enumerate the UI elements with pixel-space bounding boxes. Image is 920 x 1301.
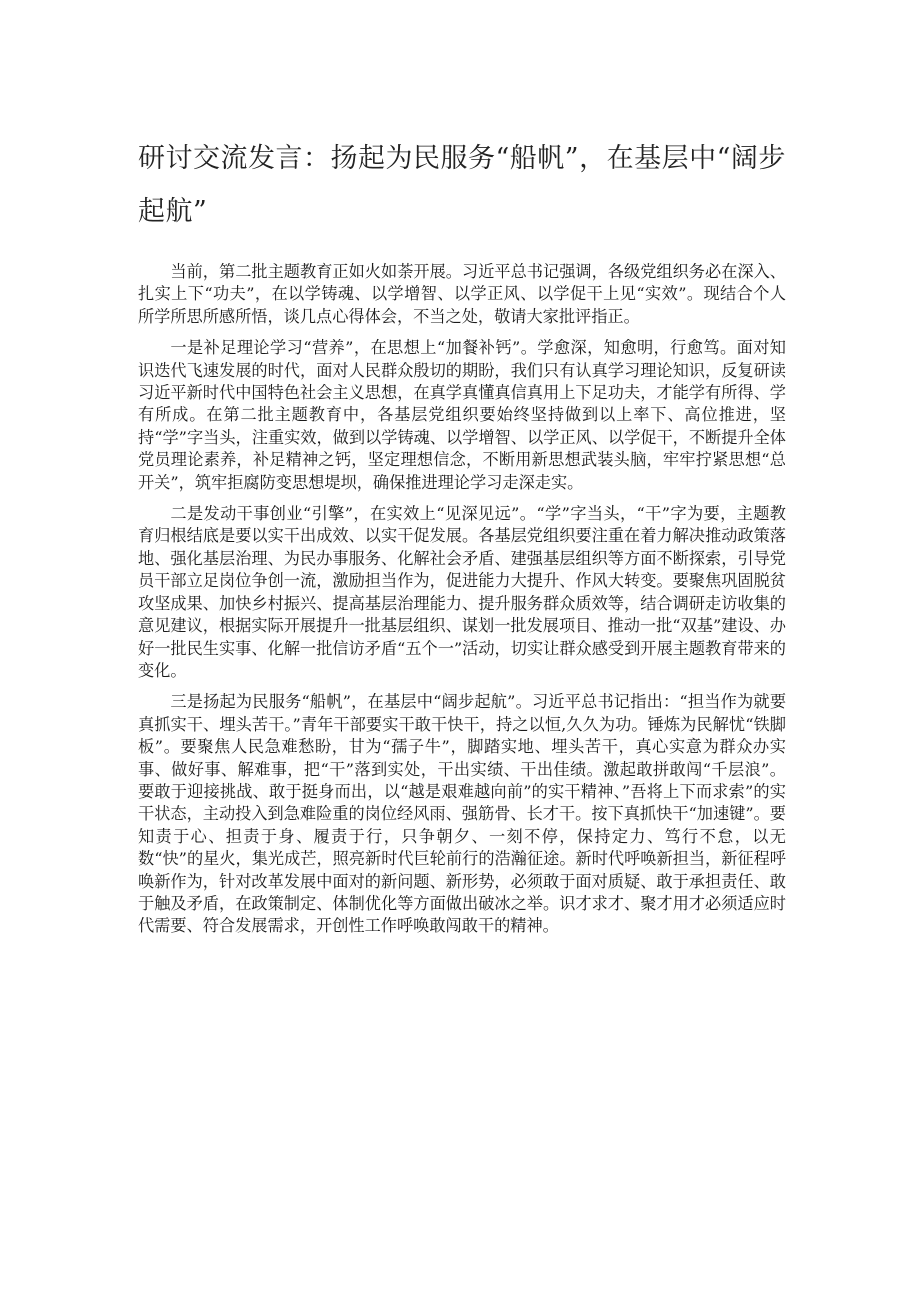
document-page (138, 132, 786, 947)
paragraph-intro: 当前，第二批主题教育正如火如荼开展。习近平总书记强调，各级党组织务必在深入、扎实上下“功夫”，在以学铸魂、以学增智、以学正风、以学促干上见“实效”。现结合个人所学所思所感所悟，谈几点心得体会，不当之处，敬请大家批评指正。 (138, 262, 786, 326)
document-title: 研讨交流发言：扬起为民服务“船帆”，在基层中“阔步起航” (138, 143, 786, 227)
document-body (138, 261, 786, 938)
paragraph-serve-people: 三是扬起为民服务“船帆”，在基层中“阔步起航”。习近平总书记指出：“担当作为就要真抓实干、埋头苦干。”青年干部要实干敢干快干，持之以恒,久久为功。锤炼为民解忧“铁脚板”。要聚焦人民急难愁盼，甘为“孺子牛”，脚踏实地、埋头苦干，真心实意为群众办实事、做好事、解难事，把“干”落到实处，干出实绩、干出佳绩。激起敢拼敢闯“千层浪”。要敢于迎接挑战、敢于挺身而出，以“越是艰难越向前”的实干精神、”吾将上下而求索”的实干状态，主动投入到急难险重的岗位经风雨、强筋骨、长才干。按下真抓快干“加速键”。要知责于心、担责于身、履责于行，只争朝夕、一刻不停，保持定力、笃行不怠，以无数“快”的星火，集光成芒，照亮新时代巨轮前行的浩瀚征途。新时代呼唤新担当，新征程呼唤新作为，针对改革发展中面对的新问题、新形势，必须敢于面对质疑、敢于承担责任、敢于触及矛盾，在政策制定、体制优化等方面做出破冰之举。识才求才、聚才用才必须适应时代需要、符合发展需求，开创性工作呼唤敢闯敢干的精神。 (138, 692, 786, 936)
paragraph-theory-study: 一是补足理论学习“营养”，在思想上“加餐补钙”。学愈深，知愈明，行愈笃。面对知识迭代飞速发展的时代，面对人民群众殷切的期盼，我们只有认真学习理论知识，反复研读习近平新时代中国特色社会主义思想，在真学真懂真信真用上下足功夫，才能学有所得、学有所成。在第二批主题教育中，各基层党组织要始终坚持做到以上率下、高位推进，坚持“学”字当头，注重实效，做到以学铸魂、以学增智、以学正风、以学促干，不断提升全体党员理论素养，补足精神之钙，坚定理想信念，不断用新思想武装头脑，牢牢拧紧思想“总开关”，筑牢拒腐防变思想堤坝，确保推进理论学习走深走实。 (138, 338, 786, 492)
paragraph-entrepreneurship: 二是发动干事创业“引擎”，在实效上“见深见远”。“学”字当头，“干”字为要，主题教育归根结底是要以实干出成效、以实干促发展。各基层党组织要注重在着力解决推动政策落地、强化基层治理、为民办事服务、化解社会矛盾、建强基层组织等方面不断探索，引导党员干部立足岗位争创一流，激励担当作为，促进能力大提升、作风大转变。要聚焦巩固脱贫攻坚成果、加快乡村振兴、提高基层治理能力、提升服务群众质效等，结合调研走访收集的意见建议，根据实际开展提升一批基层组织、谋划一批发展项目、推动一批“双基”建设、办好一批民生实事、化解一批信访矛盾“五个一”活动，切实让群众感受到开展主题教育带来的变化。 (138, 504, 786, 680)
